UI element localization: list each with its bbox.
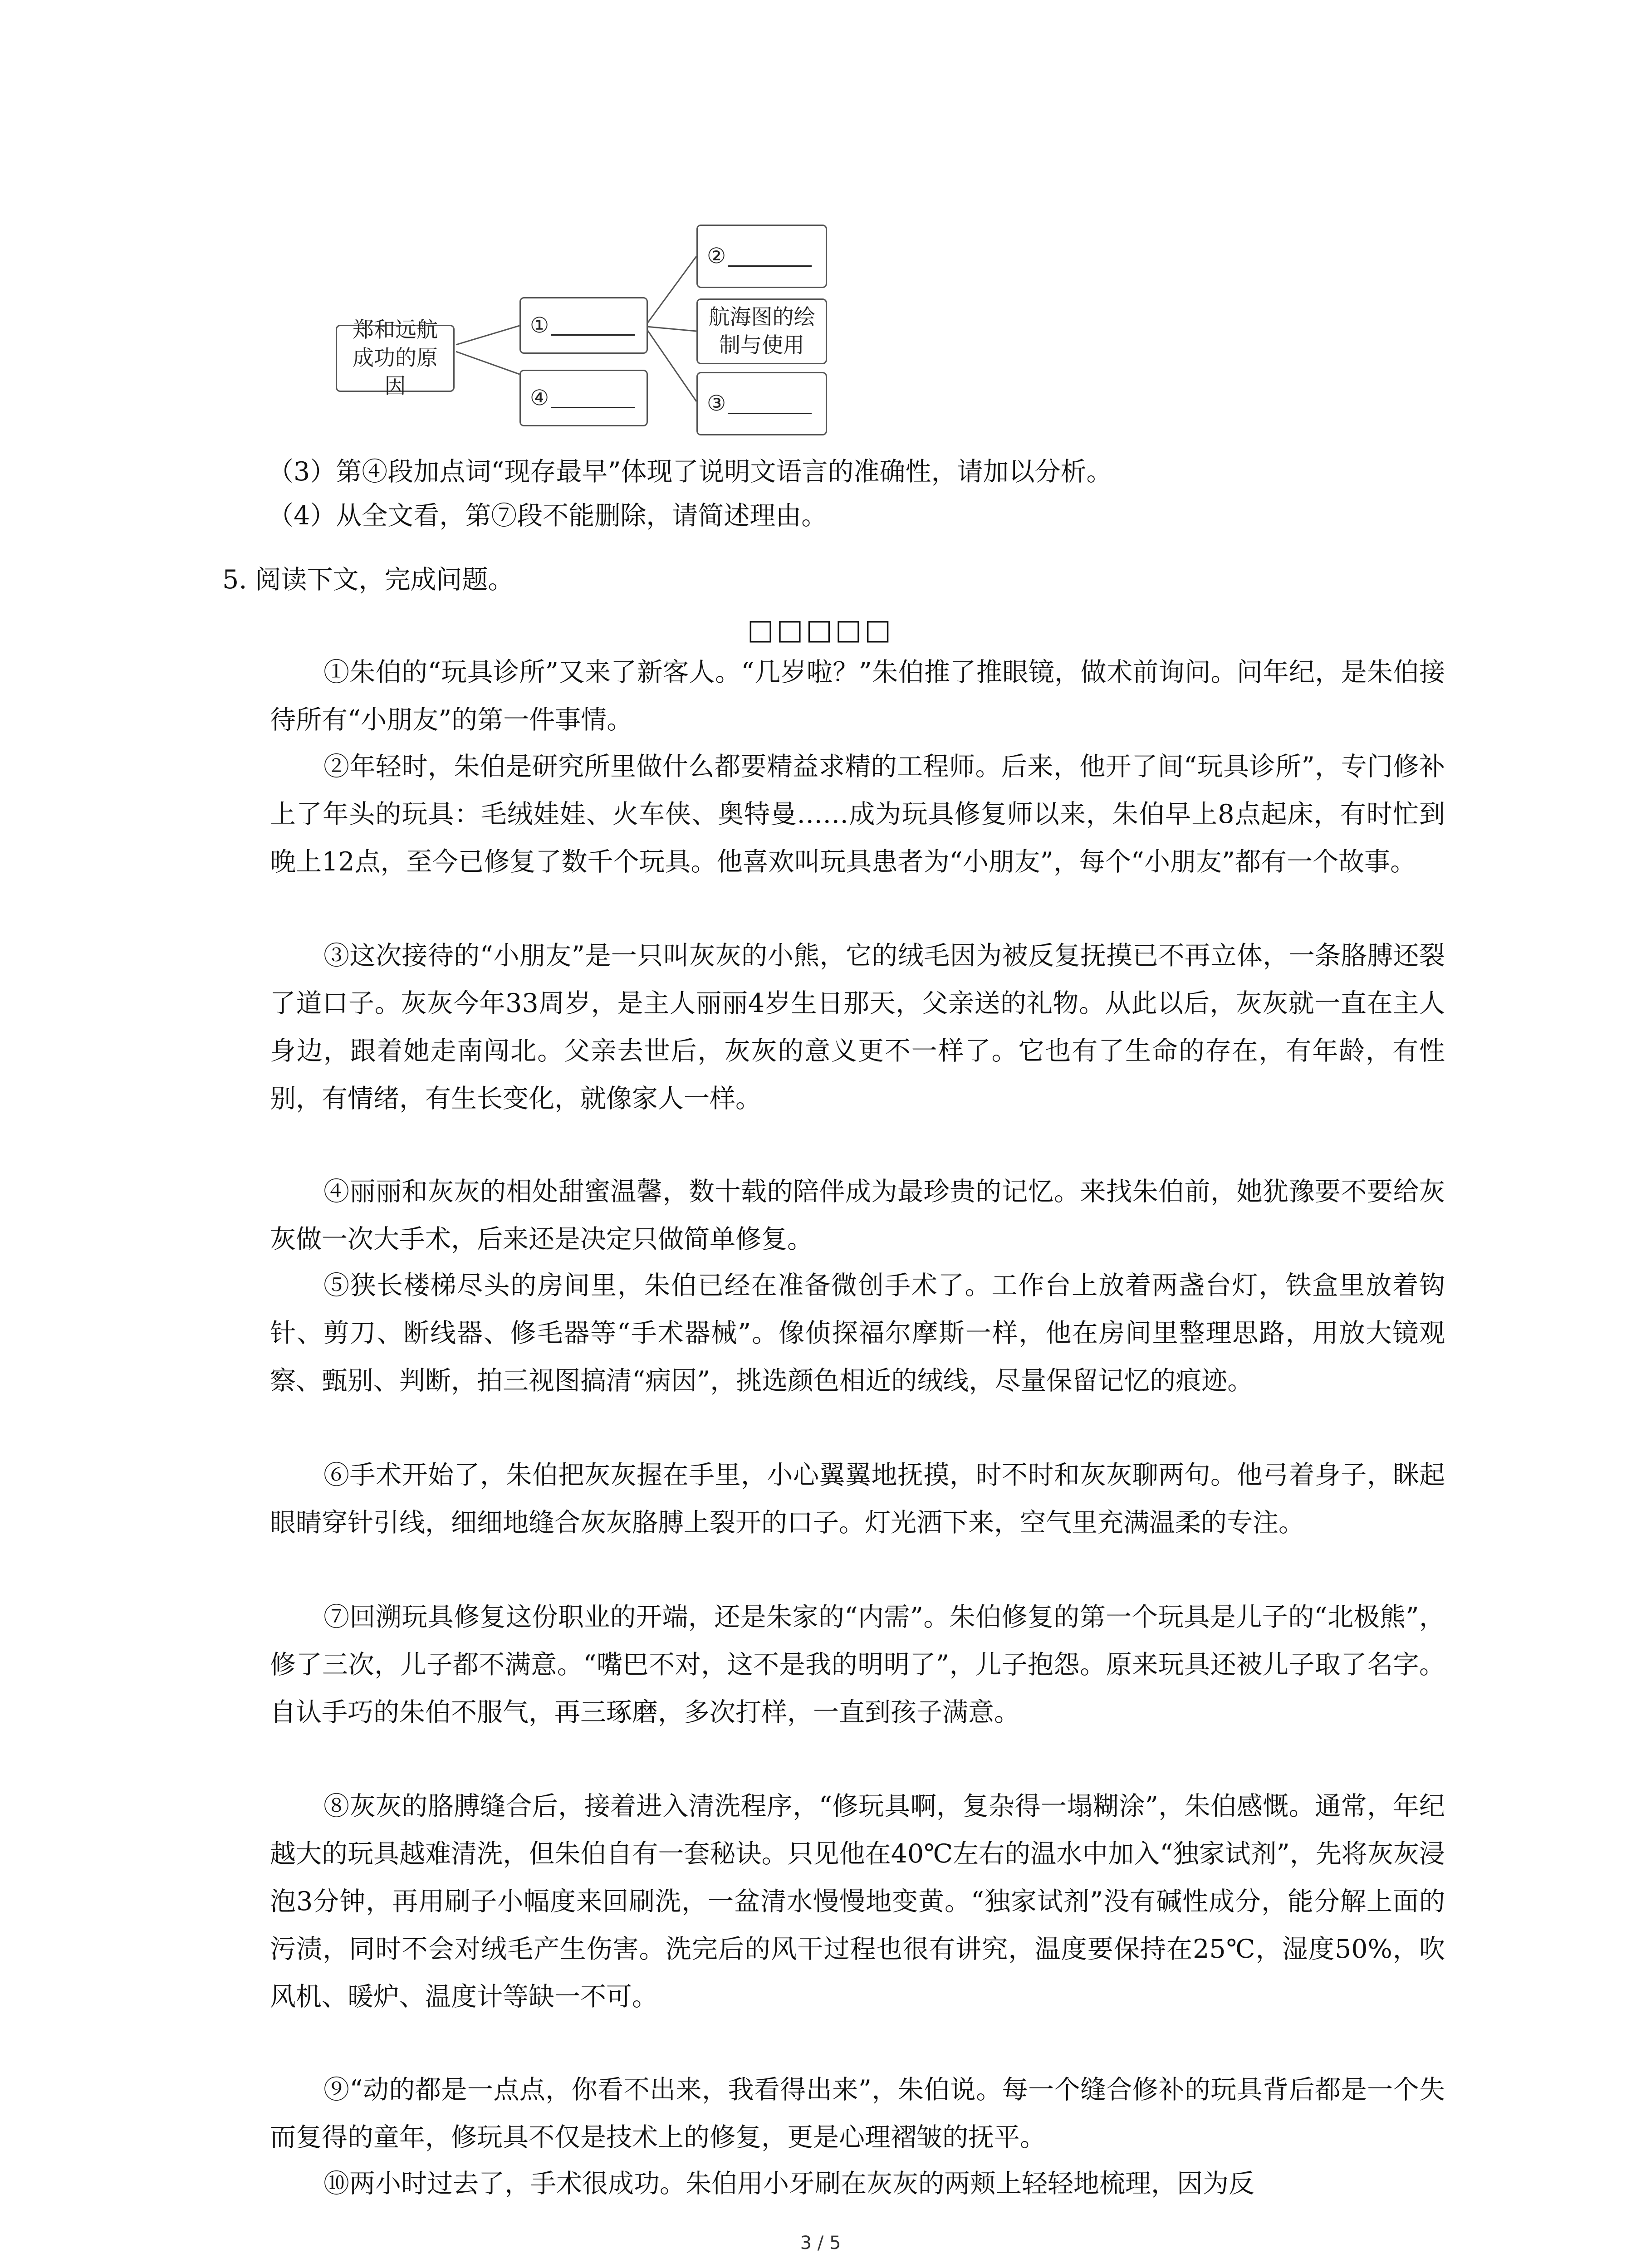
reasons-diagram — [336, 222, 844, 449]
paragraph-1: ①朱伯的“玩具诊所”又来了新客人。“几岁啦？”朱伯推了推眼镜，做术前询问。问年纪，是朱伯接待所有“小朋友”的第一件事情。 — [270, 657, 1445, 735]
diagram-node-2 — [696, 225, 827, 288]
paragraph-10: ⑩两小时过去了，手术很成功。朱伯用小牙刷在灰灰的两颊上轻轻地梳理，因为反 — [323, 2169, 1254, 2199]
node-2-label: ② — [707, 244, 726, 269]
article-title: □□□□□ — [747, 613, 894, 646]
node-4-label: ④ — [530, 385, 549, 411]
diagram-node-4 — [519, 370, 648, 426]
paragraph-5: ⑤狭长楼梯尽头的房间里，朱伯已经在准备微创手术了。工作台上放着两盏台灯，铁盒里放着钩针、剪刀、断线器、修毛器等“手术器械”。像侦探福尔摩斯一样，他在房间里整理思路，用放大镜观察、甄别、判断，拍三视图搞清“病因”，挑选颜色相近的绒线，尽量保留记忆的痕迹。 — [270, 1271, 1445, 1396]
question-3: （3）第④段加点词“现存最早”体现了说明文语言的准确性，请加以分析。 — [268, 457, 1112, 487]
paragraph-8: ⑧灰灰的胳膊缝合后，接着进入清洗程序，“修玩具啊，复杂得一塌糊涂”，朱伯感慨。通常，年纪越大的玩具越难清洗，但朱伯自有一套秘诀。只见他在40℃左右的温水中加入“独家试剂”，先将灰灰浸泡3分钟，再用刷子小幅度来回刷洗，一盆清水慢慢地变黄。“独家试剂”没有碱性成分，能分解上面的污渍，同时不会对绒毛产生伤害。洗完后的风干过程也很有讲究，温度要保持在25℃，湿度50%，吹风机、暖炉、温度计等缺一不可。 — [270, 1791, 1445, 2012]
node-3-label: ③ — [707, 391, 726, 416]
diagram-node-1 — [519, 297, 648, 354]
diagram-node-3 — [696, 372, 827, 435]
page-number: 3 / 5 — [800, 2233, 841, 2253]
diagram-root-box — [336, 318, 455, 399]
node-1-label: ① — [530, 313, 549, 338]
node-1-blank — [551, 315, 635, 336]
paragraph-9: ⑨“动的都是一点点，你看不出来，我看得出来”，朱伯说。每一个缝合修补的玩具背后都是一个失而复得的童年，修玩具不仅是技术上的修复，更是心理褶皱的抚平。 — [270, 2075, 1445, 2152]
paragraph-7: ⑦回溯玩具修复这份职业的开端，还是朱家的“内需”。朱伯修复的第一个玩具是儿子的“北极熊”，修了三次，儿子都不满意。“嘴巴不对，这不是我的明明了”，儿子抱怨。原来玩具还被儿子取了名字。自认手巧的朱伯不服气，再三琢磨，多次打样，一直到孩子满意。 — [270, 1602, 1445, 1727]
paragraph-3: ③这次接待的“小朋友”是一只叫灰灰的小熊，它的绒毛因为被反复抚摸已不再立体，一条胳膊还裂了道口子。灰灰今年33周岁，是主人丽丽4岁生日那天，父亲送的礼物。从此以后，灰灰就一直在主人身边，跟着她走南闯北。父亲去世后，灰灰的意义更不一样了。它也有了生命的存在，有年龄，有性别，有情绪，有生长变化，就像家人一样。 — [270, 941, 1445, 1114]
node-3-blank — [728, 394, 812, 414]
node-2-blank — [728, 246, 812, 267]
diagram-node-mid — [696, 298, 827, 364]
diagram-root-label: 郑和远航成功的原因 — [353, 318, 438, 399]
paragraph-4: ④丽丽和灰灰的相处甜蜜温馨，数十载的陪伴成为最珍贵的记忆。来找朱伯前，她犹豫要不要给灰灰做一次大手术，后来还是决定只做简单修复。 — [270, 1177, 1445, 1254]
paragraph-2: ②年轻时，朱伯是研究所里做什么都要精益求精的工程师。后来，他开了间“玩具诊所”，专门修补上了年头的玩具：毛绒娃娃、火车侠、奥特曼……成为玩具修复师以来，朱伯早上8点起床，有时忙到晚上12点，至今已修复了数千个玩具。他喜欢叫玩具患者为“小朋友”，每个“小朋友”都有一个故事。 — [270, 752, 1445, 877]
node-mid-label: 航海图的绘制与使用 — [708, 304, 815, 358]
question-5-heading: 5. 阅读下文，完成问题。 — [222, 565, 514, 595]
node-4-blank — [551, 388, 635, 408]
question-4: （4）从全文看，第⑦段不能删除，请简述理由。 — [268, 501, 828, 531]
paragraph-6: ⑥手术开始了，朱伯把灰灰握在手里，小心翼翼地抚摸，时不时和灰灰聊两句。他弓着身子，眯起眼睛穿针引线，细细地缝合灰灰胳膊上裂开的口子。灯光洒下来，空气里充满温柔的专注。 — [270, 1460, 1445, 1538]
